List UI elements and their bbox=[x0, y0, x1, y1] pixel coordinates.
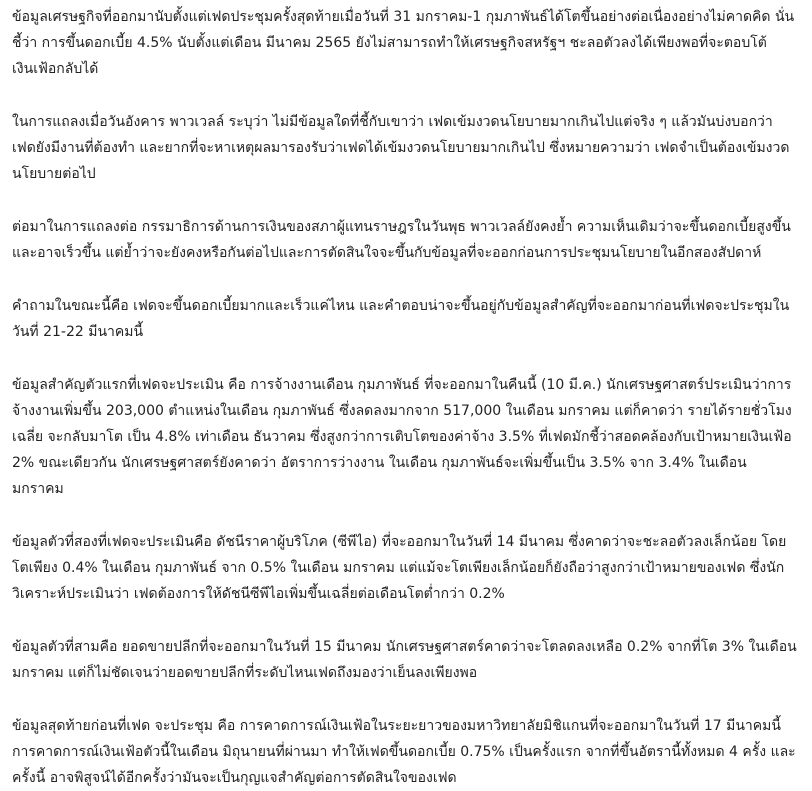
article-paragraph-5: ข้อมูลสำคัญตัวแรกที่เฟดจะประเมิน คือ การจ้างงานเดือน กุมภาพันธ์ ที่จะออกมาในคืนนี้ (10 มี.ค.) นักเศรษฐศาสตร์ประเมินว่าการจ้างงานเพิ่มขึ้น 203,000 ตำแหน่งในเดือน กุมภาพันธ์ ซึ่งลดลงมากจาก 517,000 ในเดือน มกราคม แต่ก็คาดว่า รายได้รายชั่วโมงเฉลี่ย จะกลับมาโต เป็น 4.8% เท่าเดือน ธันวาคม ซึ่งสูงกว่าการเติบโตของค่าจ้าง 3.5% ที่เฟดมักชี้ว่าสอดคล้องกับเป้าหมายเงินเฟ้อ 2% ขณะเดียวกัน นักเศรษฐศาสตร์ยังคาดว่า อัตราการว่างงาน ในเดือน กุมภาพันธ์จะเพิ่มขึ้นเป็น 3.5% จาก 3.4% ในเดือน มกราคม bbox=[12, 377, 792, 497]
article-paragraph-1: ข้อมูลเศรษฐกิจที่ออกมานับตั้งแต่เฟดประชุมครั้งสุดท้ายเมื่อวันที่ 31 มกราคม-1 กุมภาพันธ์ได้โตขึ้นอย่างต่อเนื่องอย่างไม่คาดคิด นั่นชี้ว่า การขึ้นดอกเบี้ย 4.5% นับตั้งแต่เดือน มีนาคม 2565 ยังไม่สามารถทำให้เศรษฐกิจสหรัฐฯ ชะลอตัวลงได้เพียงพอที่จะตอบโต้เงินเฟ้อกลับได้ bbox=[12, 9, 795, 77]
article-paragraph-7: ข้อมูลตัวที่สามคือ ยอดขายปลีกที่จะออกมาในวันที่ 15 มีนาคม นักเศรษฐศาสตร์คาดว่าจะโตลดลงเหลือ 0.2% จากที่โต 3% ในเดือน มกราคม แต่ก็ไม่ชัดเจนว่ายอดขายปลีกที่ระดับไหนเฟดถึงมองว่าเย็นลงเพียงพอ bbox=[12, 639, 797, 681]
article-paragraph-4: คำถามในขณะนี้คือ เฟดจะขึ้นดอกเบี้ยมากและเร็วแค่ไหน และคำตอบน่าจะขึ้นอยู่กับข้อมูลสำคัญที่จะออกมาก่อนที่เฟดจะประชุมในวันที่ 21-22 มีนาคมนี้ bbox=[12, 298, 790, 340]
article-paragraph-3: ต่อมาในการแถลงต่อ กรรมาธิการด้านการเงินของสภาผู้แทนราษฎรในวันพุธ พาวเวลล์ยังคงย้ำ ความเห็นเดิมว่าจะขึ้นดอกเบี้ยสูงขึ้นและอาจเร็วขึ้น แต่ย้ำว่าจะยังคงหรือกันต่อไปและการตัดสินใจจะขึ้นกับข้อมูลที่จะออกก่อนการประชุมนโยบายในอีกสองสัปดาห์ bbox=[12, 219, 791, 261]
article-paragraph-6: ข้อมูลตัวที่สองที่เฟดจะประเมินคือ ดัชนีราคาผู้บริโภค (ซีพีไอ) ที่จะออกมาในวันที่ 14 มีนาคม ซึ่งคาดว่าจะชะลอตัวลงเล็กน้อย โดยโตเพียง 0.4% ในเดือน กุมภาพันธ์ จาก 0.5% ในเดือน มกราคม แต่แม้จะโตเพียงเล็กน้อยก็ยังถือว่าสูงกว่าเป้าหมายของเฟด ซึ่งนักวิเคราะห์ประเมินว่า เฟดต้องการให้ดัชนีซีพีไอเพิ่มขึ้นเฉลี่ยต่อเดือนโตต่ำกว่า 0.2% bbox=[12, 534, 787, 602]
article-paragraph-2: ในการแถลงเมื่อวันอังคาร พาวเวลล์ ระบุว่า ไม่มีข้อมูลใดที่ชี้กับเขาว่า เฟดเข้มงวดนโยบายมากเกินไปแต่จริง ๆ แล้วมันบ่งบอกว่า เฟดยังมีงานที่ต้องทำ และยากที่จะหาเหตุผลมารองรับว่าเฟดได้เข้มงวดนโยบายมากเกินไป ซึ่งหมายความว่า เฟดจำเป็นต้องเข้มงวดนโยบายต่อไป bbox=[12, 114, 790, 182]
article-paragraph-8: ข้อมูลสุดท้ายก่อนที่เฟด จะประชุม คือ การคาดการณ์เงินเฟ้อในระยะยาวของมหาวิทยาลัยมิชิแกนที่จะออกมาในวันที่ 17 มีนาคมนี้ การคาดการณ์เงินเฟ้อตัวนี้ในเดือน มิถุนายนที่ผ่านมา ทำให้เฟดขึ้นดอกเบี้ย 0.75% เป็นครั้งแรก จากที่ขึ้นอัตรานี้ทั้งหมด 4 ครั้ง และครั้งนี้ อาจพิสูจน์ได้อีกครั้งว่ามันจะเป็นกุญแจสำคัญต่อการตัดสินใจของเฟด bbox=[12, 718, 796, 786]
